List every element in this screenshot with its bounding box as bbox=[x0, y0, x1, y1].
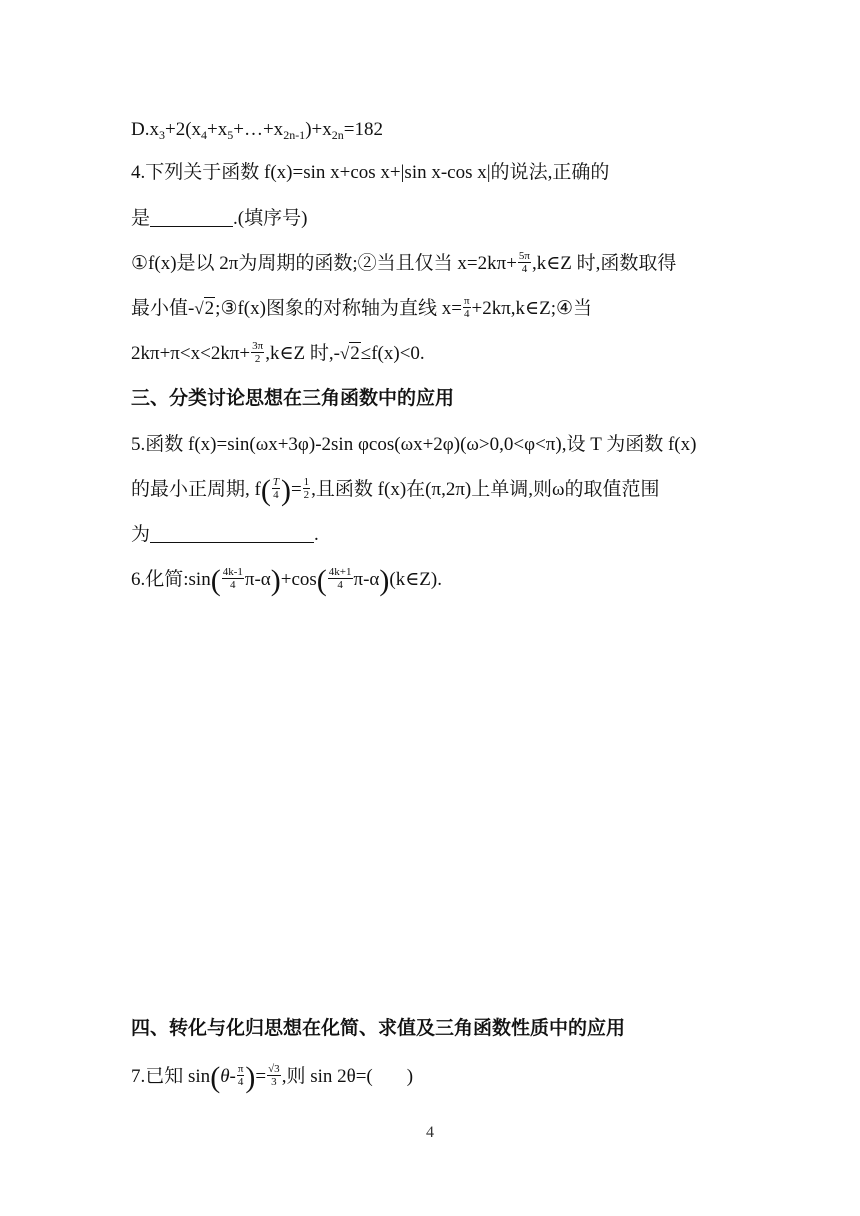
question-text: π-α bbox=[353, 569, 380, 590]
fraction bbox=[272, 476, 280, 501]
denominator: 4 bbox=[337, 579, 343, 592]
fraction bbox=[237, 1063, 245, 1088]
option-d-text: )+x bbox=[305, 119, 332, 140]
denominator: 4 bbox=[521, 263, 528, 276]
question-text: 为 bbox=[131, 524, 151, 545]
question-text: 是 bbox=[131, 208, 151, 229]
question-4-line-2 bbox=[131, 207, 307, 231]
question-text: ,k∈Z 时,函数取得 bbox=[531, 253, 677, 274]
question-text: π-α bbox=[244, 569, 271, 590]
subscript: 2n bbox=[331, 128, 344, 142]
question-text: ①f(x)是以 2π为周期的函数;②当且仅当 x=2kπ+ bbox=[131, 253, 517, 274]
denominator: 4 bbox=[237, 1076, 244, 1089]
question-text: = bbox=[255, 1066, 267, 1087]
question-text: ,则 sin 2θ=( bbox=[281, 1066, 373, 1087]
question-text: (k∈Z). bbox=[389, 569, 442, 590]
numerator: T bbox=[272, 476, 279, 489]
denominator: 3 bbox=[271, 1076, 277, 1089]
option-d-text: +x bbox=[207, 119, 228, 140]
subscript: 4 bbox=[201, 128, 208, 142]
denominator: 2 bbox=[254, 353, 261, 366]
question-text: θ- bbox=[220, 1066, 236, 1087]
fraction bbox=[267, 1063, 281, 1088]
numerator: 3π bbox=[252, 340, 264, 353]
question-text: 最小值- bbox=[131, 298, 195, 319]
section-4-heading: 四、转化与化归思想在化简、求值及三角函数性质中的应用 bbox=[131, 1018, 626, 1039]
option-d-text: +2(x bbox=[164, 119, 202, 140]
question-5-line-3 bbox=[131, 523, 319, 547]
question-text: . bbox=[314, 524, 319, 545]
numerator: π bbox=[237, 1063, 244, 1076]
question-text: = bbox=[290, 479, 302, 500]
fraction bbox=[251, 340, 264, 365]
numerator: 1 bbox=[303, 476, 310, 489]
question-text: 7.已知 sin bbox=[131, 1066, 211, 1087]
denominator: 4 bbox=[273, 489, 279, 502]
question-7: 7.已知 sin(θ- $\frac{\pi}{4}$ )= $\frac{√3}{3}$ ,则 sin 2θ=( ) bbox=[131, 1061, 414, 1094]
question-text: 6.化简:sin bbox=[131, 569, 211, 590]
numerator: 4k-1 bbox=[222, 566, 243, 579]
subscript: 2n-1 bbox=[283, 128, 306, 142]
answer-blank bbox=[150, 524, 314, 543]
question-5-line-1: 5.函数 f(x)=sin(ωx+3φ)-2sin φcos(ωx+2φ)(ω>0,0<φ<π),设 T 为函数 f(x) bbox=[131, 434, 697, 455]
question-text: 的最小正周期, f bbox=[131, 479, 261, 500]
fraction bbox=[303, 476, 311, 501]
subscript: 5 bbox=[227, 128, 234, 142]
question-4-line-4 bbox=[131, 297, 592, 322]
numerator: 4k+1 bbox=[328, 566, 352, 579]
option-d-text: D.x bbox=[131, 119, 159, 140]
denominator: 4 bbox=[230, 579, 236, 592]
denominator: 2 bbox=[303, 489, 310, 502]
numerator: 5π bbox=[518, 250, 530, 263]
option-d bbox=[131, 118, 383, 142]
radicand: 2 bbox=[350, 343, 360, 364]
question-text: ≤f(x)<0. bbox=[360, 343, 425, 364]
fraction bbox=[328, 566, 353, 591]
option-d-text: =182 bbox=[343, 119, 383, 140]
page-number: 4 bbox=[426, 1124, 434, 1141]
fraction bbox=[463, 295, 471, 320]
option-d-text: +…+x bbox=[233, 119, 284, 140]
question-text: .(填序号) bbox=[233, 208, 308, 229]
question-text: +cos bbox=[280, 569, 317, 590]
radicand: 2 bbox=[204, 298, 215, 319]
denominator: 4 bbox=[463, 308, 470, 321]
square-root: √2 bbox=[339, 343, 360, 364]
numerator: √3 bbox=[268, 1063, 280, 1076]
fraction bbox=[518, 250, 531, 275]
question-text: 2kπ+π<x<2kπ+ bbox=[131, 343, 251, 364]
subscript: 3 bbox=[158, 128, 165, 142]
question-4-line-3 bbox=[131, 252, 676, 277]
section-3-heading: 三、分类讨论思想在三角函数中的应用 bbox=[131, 388, 455, 409]
question-6: 6.化简:sin( $\frac{4k-1}{4}$ π-α)+cos( $\frac{4k+1}{4}$ π-α)(k∈Z). bbox=[131, 564, 442, 597]
question-4-line-5 bbox=[131, 342, 425, 367]
question-text: ,k∈Z 时,- bbox=[265, 343, 340, 364]
answer-blank bbox=[150, 208, 233, 227]
question-5-line-2: 的最小正周期, f( $\frac{T}{4}$ )= $\frac{1}{2}$ ,且函数 f(x)在(π,2π)上单调,则ω的取值范围 bbox=[131, 474, 660, 507]
question-4-line-1: 4.下列关于函数 f(x)=sin x+cos x+|sin x-cos x|的说法,正确的 bbox=[131, 162, 610, 183]
square-root: √2 bbox=[194, 298, 215, 319]
fraction bbox=[222, 566, 244, 591]
question-text: +2kπ,k∈Z;④当 bbox=[471, 298, 593, 319]
numerator: π bbox=[463, 295, 470, 308]
question-text: ,且函数 f(x)在(π,2π)上单调,则ω的取值范围 bbox=[311, 479, 660, 500]
question-text: ;③f(x)图象的对称轴为直线 x= bbox=[215, 298, 462, 319]
question-text: ) bbox=[406, 1066, 414, 1087]
